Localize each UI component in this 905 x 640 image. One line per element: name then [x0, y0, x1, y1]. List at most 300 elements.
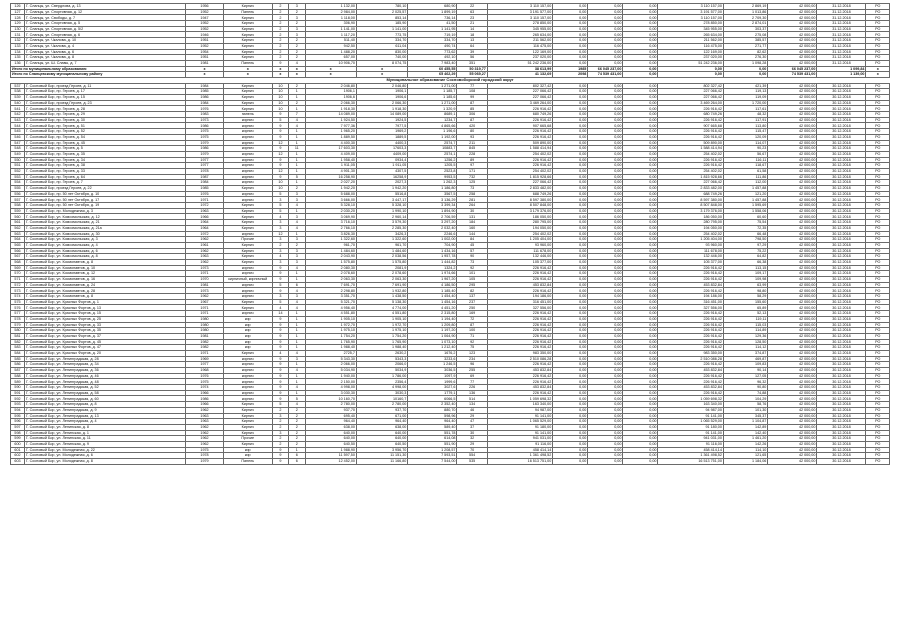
table-cell: 0,00: [553, 294, 588, 300]
table-cell: 3 110 157,00: [487, 4, 552, 10]
table-cell: кирпич: [223, 180, 272, 186]
row-number-cell: 563: [11, 231, 25, 237]
table-cell: 1962: [186, 430, 223, 436]
table-cell: 30.12.2018: [817, 436, 866, 442]
table-cell: 14 089,00: [305, 112, 356, 118]
table-cell: РО: [866, 311, 890, 317]
table-cell: 226 916,42: [487, 333, 552, 339]
table-cell: 0,00: [623, 453, 658, 459]
table-cell: 345,37: [723, 413, 767, 419]
table-cell: Кирпич: [223, 55, 272, 61]
address-cell: Г. Сосновый Бор, ул. Ленинская, д. 1: [25, 430, 186, 436]
table-cell: 16 513 751,00: [658, 459, 723, 465]
table-cell: 97: [457, 163, 487, 169]
table-cell: 1976: [186, 106, 223, 112]
table-cell: РО: [866, 339, 890, 345]
table-cell: 3 469 264,00: [487, 100, 552, 106]
table-cell: 71: [457, 333, 487, 339]
row-number-cell: 566: [11, 248, 25, 254]
table-cell: 226 916,42: [487, 328, 552, 334]
table-cell: 0,00: [623, 248, 658, 254]
total-cell: x: [289, 72, 305, 78]
row-number-cell: 603: [11, 459, 25, 465]
table-cell: 30.12.2018: [817, 123, 866, 129]
table-cell: 0,00: [588, 208, 623, 214]
table-cell: 0,00: [553, 83, 588, 89]
table-cell: 91 116,00: [658, 441, 723, 447]
table-cell: РО: [866, 350, 890, 356]
table-cell: 0,00: [553, 288, 588, 294]
table-cell: 1979: [186, 140, 223, 146]
table-cell: 7 691,70: [305, 282, 356, 288]
table-cell: 30.12.2018: [817, 231, 866, 237]
total-cell: 1 139,00: [817, 72, 866, 78]
row-number-cell: 128: [11, 15, 25, 21]
table-cell: 1906,1: [356, 89, 407, 95]
table-cell: 0,00: [588, 294, 623, 300]
table-cell: 2 066,30: [305, 100, 356, 106]
table-cell: 8689,1: [408, 112, 457, 118]
table-cell: кирпич: [223, 157, 272, 163]
table-cell: 226 916,42: [487, 339, 552, 345]
table-cell: 1: [289, 322, 305, 328]
address-cell: Г. Сосновый Бор, пр. Героев, д. 15: [25, 95, 186, 101]
table-cell: 10: [272, 180, 288, 186]
table-cell: 0,00: [588, 168, 623, 174]
table-body-totals: [11, 66, 890, 83]
table-cell: 194 050,00: [658, 225, 723, 231]
table-cell: 2725,7: [305, 350, 356, 356]
table-cell: 0,00: [588, 242, 623, 248]
table-cell: 226 916,42: [658, 129, 723, 135]
table-cell: 87: [457, 117, 487, 123]
table-cell: 9953,5: [408, 174, 457, 180]
address-cell: Г. Сосновый Бор, ул. Космонавтов, д. 10: [25, 265, 186, 271]
table-cell: РО: [866, 459, 890, 465]
table-cell: 90,23: [723, 146, 767, 152]
table-cell: 0,00: [553, 316, 588, 322]
table-cell: 0,00: [553, 26, 588, 32]
table-cell: 98,80: [723, 288, 767, 294]
table-cell: 0,00: [588, 459, 623, 465]
table-cell: 0,00: [588, 436, 623, 442]
table-cell: Кирпич: [223, 430, 272, 436]
table-cell: 5: [272, 191, 288, 197]
table-cell: 4: [289, 368, 305, 374]
table-cell: 830,00: [356, 49, 407, 55]
table-cell: 77: [457, 379, 487, 385]
table-cell: 907 665,68: [658, 123, 723, 129]
table-cell: 42 000,00: [768, 214, 817, 220]
table-cell: Кирпич: [223, 83, 272, 89]
table-cell: 1983: [186, 112, 223, 118]
total-label: Итого по Сланцевскому муниципальному району: [11, 72, 186, 78]
table-cell: 0,00: [588, 282, 623, 288]
table-cell: Кирпич: [223, 49, 272, 55]
table-cell: 1: [289, 180, 305, 186]
table-cell: 3030,3: [356, 390, 407, 396]
table-cell: 30.12.2018: [817, 151, 866, 157]
table-cell: 0,00: [588, 83, 623, 89]
table-cell: 7 977,36: [305, 123, 356, 129]
table-cell: 30.12.2018: [817, 191, 866, 197]
total-cell: x: [186, 66, 223, 72]
table-cell: 10 906,70: [305, 60, 356, 66]
table-cell: 0,00: [623, 373, 658, 379]
table-cell: 116,11: [723, 157, 767, 163]
table-cell: 1: [289, 89, 305, 95]
address-cell: Г. Сосновый Бор, ул. Комсомольская, д. 6: [25, 248, 186, 254]
table-cell: 1952: [186, 43, 223, 49]
row-number-cell: 556: [11, 191, 25, 197]
table-cell: 63: [457, 9, 487, 15]
table-cell: 0,00: [623, 231, 658, 237]
table-cell: 0,00: [588, 123, 623, 129]
table-cell: 12: [272, 151, 288, 157]
row-number-cell: 548: [11, 146, 25, 152]
table-cell: 61,58: [723, 168, 767, 174]
table-cell: 9: [272, 157, 288, 163]
row-number-cell: 135: [11, 55, 25, 61]
table-cell: 42 000,00: [768, 447, 817, 453]
table-cell: 0,00: [588, 345, 623, 351]
table-cell: 60,60: [723, 214, 767, 220]
table-cell: 30.12.2018: [817, 328, 866, 334]
table-cell: Кирпич: [223, 220, 272, 226]
table-cell: 30: [457, 430, 487, 436]
table-cell: РО: [866, 362, 890, 368]
table-cell: 30.12.2018: [817, 242, 866, 248]
table-cell: 688 749,26: [658, 191, 723, 197]
table-cell: 1 117,20: [305, 32, 356, 38]
table-cell: 0,00: [553, 379, 588, 385]
total-cell: 0,00: [658, 66, 723, 72]
table-cell: 983 350,00: [487, 350, 552, 356]
table-cell: 109,98: [723, 277, 767, 283]
table-cell: 30.12.2018: [817, 453, 866, 459]
table-cell: 254 402,02: [487, 151, 552, 157]
table-cell: 961,70: [305, 242, 356, 248]
table-cell: 29: [457, 413, 487, 419]
table-cell: 82: [457, 288, 487, 294]
table-cell: 16 513 751,00: [487, 459, 552, 465]
table-cell: 2: [272, 242, 288, 248]
total-cell: 50 319,77: [457, 66, 487, 72]
table-cell: 1 002,00: [408, 237, 457, 243]
table-cell: 0,00: [553, 424, 588, 430]
table-cell: РО: [866, 106, 890, 112]
table-cell: 47: [457, 419, 487, 425]
address-cell: Г. Сосновый Бор, пр. 50 лет Октября, д. 10: [25, 191, 186, 197]
table-cell: 0,00: [553, 15, 588, 21]
table-cell: 1 765,90: [305, 339, 356, 345]
table-cell: 42 000,00: [768, 55, 817, 61]
table-cell: 114,07: [723, 140, 767, 146]
address-cell: Г. Сосновый Бор, ул. Молодежная, д. 6: [25, 453, 186, 459]
table-cell: 0,00: [623, 237, 658, 243]
table-cell: 0,00: [553, 407, 588, 413]
table-cell: РО: [866, 294, 890, 300]
table-cell: 9: [272, 356, 288, 362]
table-cell: 2: [272, 55, 288, 61]
table-cell: 942,50: [305, 43, 356, 49]
table-cell: кирпич: [223, 265, 272, 271]
total-cell: x: [289, 66, 305, 72]
table-cell: 0,00: [623, 282, 658, 288]
table-cell: 1966: [186, 214, 223, 220]
table-cell: 671,00: [356, 413, 407, 419]
row-number-cell: 592: [11, 396, 25, 402]
table-cell: 736,14: [408, 15, 457, 21]
table-cell: 0,00: [588, 146, 623, 152]
table-cell: 226 916,42: [658, 379, 723, 385]
table-cell: 1981: [186, 333, 223, 339]
table-cell: 226 916,42: [487, 379, 552, 385]
table-cell: 109,17: [723, 271, 767, 277]
table-cell: Кирпич: [223, 214, 272, 220]
table-cell: РО: [866, 407, 890, 413]
table-cell: 1986: [186, 146, 223, 152]
table-cell: 12 452,00: [305, 459, 356, 465]
table-cell: 0,00: [623, 271, 658, 277]
table-cell: 31.12.2018: [817, 60, 866, 66]
table-cell: 1 988,40: [356, 345, 407, 351]
address-cell: Г. Сосновый Бор, ул. Космонавтов, д. 28: [25, 288, 186, 294]
table-cell: 42 000,00: [768, 288, 817, 294]
table-cell: 327 556,00: [658, 305, 723, 311]
row-number-cell: 126: [11, 4, 25, 10]
row-number-cell: 573: [11, 288, 25, 294]
table-cell: 1: [289, 95, 305, 101]
table-cell: 42 000,00: [768, 356, 817, 362]
table-cell: 30.12.2018: [817, 288, 866, 294]
table-cell: 0,00: [553, 32, 588, 38]
table-cell: 30.12.2018: [817, 424, 866, 430]
table-cell: 1 059 698,32: [658, 396, 723, 402]
table-cell: 0,00: [553, 254, 588, 260]
table-cell: 226 916,42: [658, 271, 723, 277]
table-cell: 74,88: [723, 390, 767, 396]
table-cell: 3: [272, 413, 288, 419]
table-cell: 7: [289, 112, 305, 118]
table-cell: РО: [866, 49, 890, 55]
table-cell: 250: [457, 305, 487, 311]
table-cell: 0,00: [553, 151, 588, 157]
table-cell: 469,87: [723, 356, 767, 362]
table-cell: 7 691,90: [356, 282, 407, 288]
address-cell: Г. Сланцы, ул. Чкалова, д. 4: [25, 43, 186, 49]
table-cell: 31.12.2018: [817, 32, 866, 38]
table-cell: 30.12.2018: [817, 385, 866, 391]
table-cell: 0,00: [553, 248, 588, 254]
table-cell: 2: [289, 441, 305, 447]
table-cell: 1 065 529,00: [658, 419, 723, 425]
table-cell: 1 320,9: [408, 106, 457, 112]
table-cell: 0,00: [553, 373, 588, 379]
table-cell: 0,00: [553, 356, 588, 362]
table-cell: 802 327,42: [487, 83, 552, 89]
total-cell: x: [866, 72, 890, 78]
table-cell: 42 000,00: [768, 208, 817, 214]
table-cell: 227 066,42: [487, 95, 552, 101]
table-cell: 688 749,26: [487, 191, 552, 197]
row-number-cell: 564: [11, 237, 25, 243]
table-cell: 94 987,00: [487, 407, 552, 413]
table-cell: 551,78: [408, 430, 457, 436]
table-cell: 3 191 577,00: [487, 9, 552, 15]
table-cell: 1 185,6: [408, 95, 457, 101]
address-cell: Г. Сосновый Бор, ул. Ленинская, д. 9: [25, 441, 186, 447]
table-cell: 3 666,00: [305, 197, 356, 203]
table-cell: 127,05: [723, 373, 767, 379]
table-cell: кирпич: [223, 385, 272, 391]
table-cell: РО: [866, 157, 890, 163]
table-cell: 0,00: [553, 265, 588, 271]
table-cell: 1964: [186, 220, 223, 226]
table-cell: 453 832,84: [658, 368, 723, 374]
table-cell: 2: [289, 413, 305, 419]
table-cell: 16 258,90: [305, 174, 356, 180]
table-cell: 3 469 264,00: [658, 100, 723, 106]
table-cell: 2 833 482,00: [487, 186, 552, 192]
table-cell: 1 141,00: [356, 26, 407, 32]
table-cell: 4: [289, 350, 305, 356]
table-cell: 638,00: [305, 424, 356, 430]
table-cell: 42 000,00: [768, 390, 817, 396]
table-cell: 1 889,50: [305, 134, 356, 140]
table-cell: 42 000,00: [768, 316, 817, 322]
table-cell: 5516,8: [356, 191, 407, 197]
table-cell: 42 000,00: [768, 203, 817, 209]
table-cell: 1 064,90: [408, 333, 457, 339]
address-cell: Г. Сосновый Бор, ул. Комсомольская, д. 4: [25, 242, 186, 248]
table-cell: 3 110 157,00: [487, 15, 552, 21]
row-number-cell: 129: [11, 21, 25, 27]
table-cell: 137: [457, 294, 487, 300]
table-cell: 1: [289, 345, 305, 351]
address-cell: Г. Сосновый Бор, пр. Героев, д. 38: [25, 163, 186, 169]
table-cell: 30.12.2018: [817, 163, 866, 169]
table-cell: 29: [457, 441, 487, 447]
table-cell: 0,00: [623, 123, 658, 129]
table-cell: 1968: [186, 368, 223, 374]
table-cell: 3: [289, 356, 305, 362]
row-number-cell: 560: [11, 214, 25, 220]
table-cell: 535: [457, 459, 487, 465]
table-cell: 2: [289, 9, 305, 15]
row-number-cell: 577: [11, 311, 25, 317]
table-cell: 3: [272, 220, 288, 226]
table-cell: 237 020,00: [658, 55, 723, 61]
table-cell: РО: [866, 89, 890, 95]
table-cell: 0,00: [588, 447, 623, 453]
table-cell: 2: [289, 21, 305, 27]
table-cell: 42 000,00: [768, 225, 817, 231]
row-number-cell: 130: [11, 26, 25, 32]
table-cell: кир: [223, 339, 272, 345]
table-cell: 11 166,80: [356, 459, 407, 465]
address-cell: Г. Сосновый Бор, ул. Ленинградская, д. 58: [25, 390, 186, 396]
total-cell: 0,00: [623, 72, 658, 78]
table-cell: 0,00: [623, 95, 658, 101]
table-cell: 0,00: [623, 151, 658, 157]
row-number-cell: 576: [11, 305, 25, 311]
table-cell: 31.12.2018: [817, 4, 866, 10]
table-cell: 1977: [186, 362, 223, 368]
table-cell: 1 271,00: [408, 83, 457, 89]
table-cell: 4: [289, 265, 305, 271]
table-cell: 4409,00: [356, 151, 407, 157]
table-cell: 30.12.2018: [817, 402, 866, 408]
table-cell: 0,00: [623, 385, 658, 391]
table-cell: 0,00: [588, 140, 623, 146]
table-cell: РО: [866, 436, 890, 442]
address-cell: Г. Сосновый Бор, ул. Ленинградская, д. 36: [25, 368, 186, 374]
table-cell: 65,89: [723, 305, 767, 311]
table-cell: Кирпич: [223, 95, 272, 101]
address-cell: Г. Сосновый Бор, ул. Красных Фортов, д. 47: [25, 345, 186, 351]
address-cell: Г. Сосновый Бор, пр. Героев, д. 28: [25, 106, 186, 112]
address-cell: Г. Сосновый Бор, проезд Героев, д. 11: [25, 83, 186, 89]
table-cell: 611,04: [356, 43, 407, 49]
table-cell: 1 965,20: [305, 129, 356, 135]
table-cell: РО: [866, 117, 890, 123]
table-cell: 1 141,00: [305, 26, 356, 32]
table-cell: 9: [272, 271, 288, 277]
table-cell: кирпич: [223, 191, 272, 197]
table-cell: кирпич: [223, 390, 272, 396]
address-cell: Г. Сланцы, ул. Свободы, д. 7: [25, 15, 186, 21]
table-cell: 278 850,00: [487, 21, 552, 27]
table-cell: 10: [272, 89, 288, 95]
table-cell: 0,00: [588, 339, 623, 345]
table-cell: 42 000,00: [768, 26, 817, 32]
address-cell: Г. Сосновый Бор, ул. Комсомольская, д. 21: [25, 220, 186, 226]
table-cell: 3: [289, 237, 305, 243]
table-cell: 3: [289, 4, 305, 10]
table-cell: 0,00: [623, 134, 658, 140]
table-cell: 1978: [186, 168, 223, 174]
table-cell: 30.12.2018: [817, 441, 866, 447]
table-cell: 30.12.2018: [817, 345, 866, 351]
table-cell: 275,08: [723, 32, 767, 38]
table-cell: 169: [457, 311, 487, 317]
table-cell: 0,00: [553, 49, 588, 55]
table-cell: 1961: [186, 242, 223, 248]
table-cell: РО: [866, 100, 890, 106]
table-cell: РО: [866, 368, 890, 374]
table-cell: 1 457,88: [723, 186, 767, 192]
table-cell: 964,40: [408, 419, 457, 425]
table-cell: Кирпич: [223, 299, 272, 305]
table-cell: 1 246,5: [408, 362, 457, 368]
table-cell: Кирпич: [223, 100, 272, 106]
address-cell: Г. Сосновый Бор, ул. Ленинградская, д. 8: [25, 402, 186, 408]
table-cell: 0,00: [553, 197, 588, 203]
table-cell: 0,00: [588, 402, 623, 408]
table-cell: 9: [272, 112, 288, 118]
table-cell: 42 000,00: [768, 186, 817, 192]
table-cell: 0,00: [588, 220, 623, 226]
table-cell: 30.12.2018: [817, 419, 866, 425]
table-cell: 5343,3: [356, 356, 407, 362]
table-cell: 194 050,00: [487, 225, 552, 231]
table-cell: 226 916,42: [658, 277, 723, 283]
total-cell: x: [272, 72, 288, 78]
table-cell: 1: [289, 362, 305, 368]
table-cell: 0,00: [553, 413, 588, 419]
table-cell: 1097,9: [408, 373, 457, 379]
